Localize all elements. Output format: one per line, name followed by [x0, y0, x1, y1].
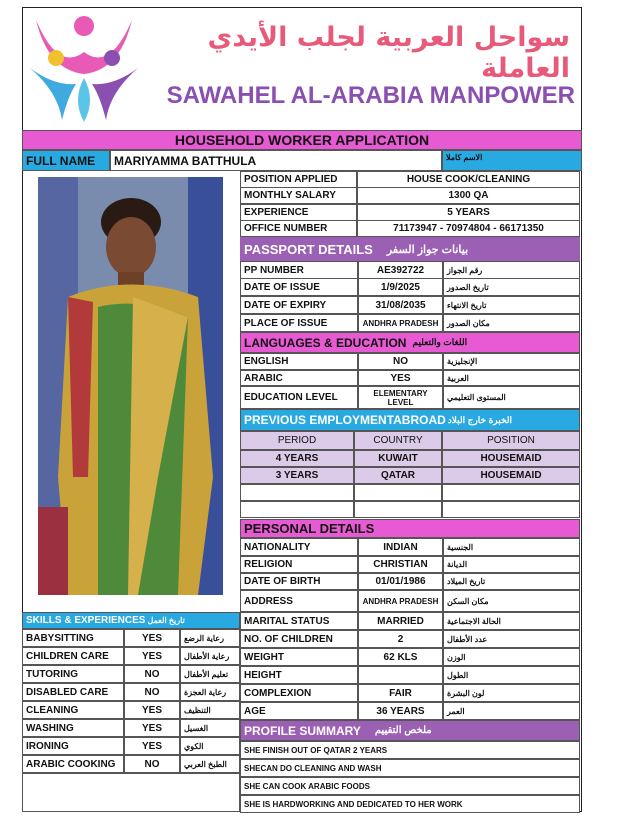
profile-line: SHECAN DO CLEANING AND WASH — [240, 759, 580, 777]
skill-arabic-label: الطبخ العربي — [180, 755, 240, 773]
skill-arabic-label: رعاية الرضع — [180, 629, 240, 647]
employment-empty-cell — [442, 501, 580, 518]
languages-title: LANGUAGES & EDUCATION — [244, 335, 407, 350]
personal-label: DATE OF BIRTH — [240, 573, 358, 590]
personal-arabic-label: الجنسية — [443, 538, 580, 556]
skill-label: CHILDREN CARE — [22, 647, 124, 665]
passport-arabic-label: تاريخ الانتهاء — [443, 296, 580, 314]
personal-value: CHRISTIAN — [358, 556, 443, 573]
personal-value — [358, 666, 443, 684]
personal-arabic-label: الحالة الاجتماعية — [443, 612, 580, 630]
passport-label: DATE OF EXPIRY — [240, 296, 358, 314]
full-name-label: FULL NAME — [22, 150, 110, 171]
skills-title: SKILLS & EXPERIENCES — [26, 615, 146, 626]
personal-value: 01/01/1986 — [358, 573, 443, 590]
passport-arabic-label: تاريخ الصدور — [443, 278, 580, 296]
language-value: ELEMENTARY LEVEL — [358, 386, 443, 409]
skill-arabic-label: تعليم الأطفال — [180, 665, 240, 683]
job-value: 71173947 - 70974804 - 66171350 — [357, 220, 580, 237]
job-label: EXPERIENCE — [240, 204, 357, 221]
employment-position: HOUSEMAID — [442, 450, 580, 467]
personal-label: WEIGHT — [240, 648, 358, 666]
personal-label: HEIGHT — [240, 666, 358, 684]
company-english-title: SAWAHEL AL-ARABIA MANPOWER — [166, 82, 575, 109]
languages-title-arabic: اللغات والتعليم — [412, 337, 468, 347]
skill-value: YES — [124, 629, 180, 647]
employment-period: 4 YEARS — [240, 450, 354, 467]
passport-value: AE392722 — [358, 261, 443, 279]
personal-arabic-label: العمر — [443, 702, 580, 720]
skill-arabic-label: رعاية الأطفال — [180, 647, 240, 665]
personal-arabic-label: تاريخ الميلاد — [443, 573, 580, 590]
profile-section-header — [240, 720, 580, 741]
skill-label: IRONING — [22, 737, 124, 755]
personal-arabic-label: الطول — [443, 666, 580, 684]
personal-label: RELIGION — [240, 556, 358, 573]
personal-value: MARRIED — [358, 612, 443, 630]
employment-column-header: POSITION — [442, 431, 580, 450]
skill-label: CLEANING — [22, 701, 124, 719]
job-label: POSITION APPLIED — [240, 171, 357, 188]
passport-title: PASSPORT DETAILS — [244, 241, 373, 257]
skill-label: TUTORING — [22, 665, 124, 683]
personal-value: ANDHRA PRADESH — [358, 590, 443, 612]
job-label: MONTHLY SALARY — [240, 187, 357, 204]
employment-empty-cell — [240, 501, 354, 518]
job-label: OFFICE NUMBER — [240, 220, 357, 237]
company-logo — [28, 12, 140, 124]
passport-value: 31/08/2035 — [358, 296, 443, 314]
skill-arabic-label: الغسيل — [180, 719, 240, 737]
personal-value: 62 KLS — [358, 648, 443, 666]
employment-empty-cell — [354, 484, 442, 501]
passport-arabic-label: رقم الجواز — [443, 261, 580, 279]
profile-title-arabic: ملخص التقييم — [374, 725, 432, 736]
languages-section-header — [240, 332, 580, 353]
skills-section-header — [22, 612, 240, 629]
passport-section-header — [240, 237, 580, 261]
skill-arabic-label: التنظيف — [180, 701, 240, 719]
passport-title-arabic: بيانات جواز السفر — [386, 243, 469, 256]
job-value: HOUSE COOK/CLEANING — [357, 171, 580, 188]
employment-position: HOUSEMAID — [442, 467, 580, 484]
skill-value: YES — [124, 647, 180, 665]
personal-section-header: PERSONAL DETAILS — [240, 519, 580, 538]
employment-period: 3 YEARS — [240, 467, 354, 484]
personal-arabic-label: عدد الأطفال — [443, 630, 580, 648]
passport-label: PLACE OF ISSUE — [240, 314, 358, 332]
profile-title: PROFILE SUMMARY — [244, 723, 361, 738]
employment-title: PREVIOUS EMPLOYMENTABROAD — [244, 413, 446, 427]
personal-label: MARITAL STATUS — [240, 612, 358, 630]
skill-label: DISABLED CARE — [22, 683, 124, 701]
employment-column-header: COUNTRY — [354, 431, 442, 450]
personal-label: COMPLEXION — [240, 684, 358, 702]
language-arabic-label: العربية — [443, 370, 580, 386]
language-label: EDUCATION LEVEL — [240, 386, 358, 409]
personal-value: INDIAN — [358, 538, 443, 556]
skill-value: YES — [124, 701, 180, 719]
personal-label: NATIONALITY — [240, 538, 358, 556]
employment-section-header — [240, 409, 580, 431]
passport-value: ANDHRA PRADESH — [358, 314, 443, 332]
personal-label: AGE — [240, 702, 358, 720]
skill-arabic-label: رعاية العجزة — [180, 683, 240, 701]
company-arabic-title: سواحل العربية لجلب الأيدي العاملة — [207, 22, 570, 84]
skill-arabic-label: الكوي — [180, 737, 240, 755]
language-value: YES — [358, 370, 443, 386]
profile-line: SHE IS HARDWORKING AND DEDICATED TO HER WORK — [240, 795, 580, 813]
personal-arabic-label: الديانة — [443, 556, 580, 573]
skill-label: WASHING — [22, 719, 124, 737]
personal-label: ADDRESS — [240, 590, 358, 612]
employment-empty-cell — [442, 484, 580, 501]
skill-value: YES — [124, 737, 180, 755]
employment-empty-cell — [354, 501, 442, 518]
full-name-value: MARIYAMMA BATTHULA — [110, 150, 442, 171]
passport-arabic-label: مكان الصدور — [443, 314, 580, 332]
profile-line: SHE CAN COOK ARABIC FOODS — [240, 777, 580, 795]
language-label: ENGLISH — [240, 353, 358, 370]
skill-value: YES — [124, 719, 180, 737]
employment-title-arabic: الخبرة خارج البلاد — [447, 414, 513, 425]
skill-label: ARABIC COOKING — [22, 755, 124, 773]
form-title: HOUSEHOLD WORKER APPLICATION — [22, 130, 582, 150]
personal-arabic-label: لون البشرة — [443, 684, 580, 702]
skill-value: NO — [124, 665, 180, 683]
passport-label: PP NUMBER — [240, 261, 358, 279]
passport-label: DATE OF ISSUE — [240, 278, 358, 296]
skills-title-arabic: تاريخ العمل — [147, 616, 185, 625]
language-value: NO — [358, 353, 443, 370]
language-arabic-label: الإنجليزية — [443, 353, 580, 370]
job-value: 1300 QA — [357, 187, 580, 204]
skill-label: BABYSITTING — [22, 629, 124, 647]
employment-country: KUWAIT — [354, 450, 442, 467]
employment-country: QATAR — [354, 467, 442, 484]
skill-value: NO — [124, 683, 180, 701]
passport-value: 1/9/2025 — [358, 278, 443, 296]
personal-arabic-label: الوزن — [443, 648, 580, 666]
skill-value: NO — [124, 755, 180, 773]
language-arabic-label: المستوى التعليمي — [443, 386, 580, 409]
employment-empty-cell — [240, 484, 354, 501]
worker-photo — [38, 177, 223, 595]
personal-value: FAIR — [358, 684, 443, 702]
personal-value: 2 — [358, 630, 443, 648]
language-label: ARABIC — [240, 370, 358, 386]
profile-line: SHE FINISH OUT OF QATAR 2 YEARS — [240, 741, 580, 759]
job-value: 5 YEARS — [357, 204, 580, 221]
employment-column-header: PERIOD — [240, 431, 354, 450]
personal-value: 36 YEARS — [358, 702, 443, 720]
personal-label: NO. OF CHILDREN — [240, 630, 358, 648]
skills-empty-area — [22, 773, 240, 812]
full-name-arabic: الاسم كاملا — [442, 150, 582, 171]
personal-arabic-label: مكان السكن — [443, 590, 580, 612]
